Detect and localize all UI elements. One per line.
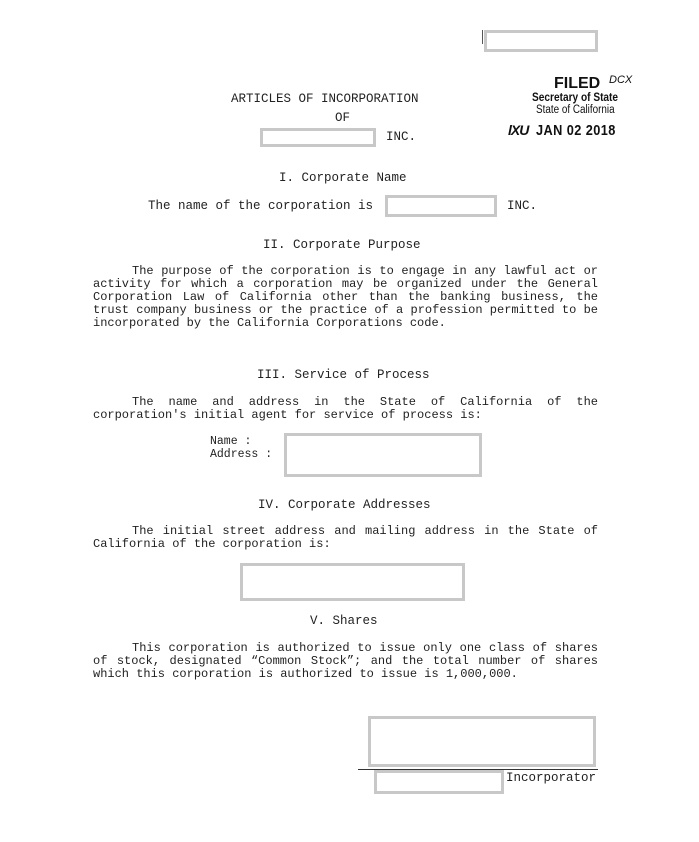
filed-date-line [508,122,630,139]
filed-label: FILED [554,75,601,92]
section-heading-service-of-process: III. Service of Process [257,368,430,382]
filed-line [520,74,640,92]
corporate-purpose-text [93,265,598,330]
secretary-of-state-label: Secretary of State [532,92,619,104]
redacted-incorporator-name [374,770,504,794]
redacted-document-number [484,30,598,52]
section-heading-corporate-purpose: II. Corporate Purpose [263,238,421,252]
state-of-california-label: State of California [536,104,615,116]
section-heading-corporate-name: I. Corporate Name [279,171,407,185]
shares-paragraph: This corporation is authorized to issue only one class of shares of stock, designated “Common Stock”; and the total number of shares which this corporation is authorized to issue is 1,000,000. [93,641,598,681]
corporate-addresses-paragraph: The initial street address and mailing address in the State of California of the corporation is: [93,524,598,551]
title-inc: INC. [386,130,417,144]
corporate-purpose-paragraph: The purpose of the corporation is to engage in any lawful act or activity for which a corporation may be organized under the General Corporation Law of California other than the banking business, the trust company business or the practice of a profession permitted to be incorporated by the California Corporations code. [93,264,598,330]
filed-stamp [520,74,640,116]
redacted-corporation-name [385,195,497,217]
stamp-initials: DCX [609,74,633,86]
clerk-initials: lXU [508,122,529,138]
filed-date: JAN 02 2018 [535,122,616,139]
title-of: OF [335,111,351,125]
redacted-agent-details [284,433,482,477]
section-heading-corporate-addresses: IV. Corporate Addresses [258,498,431,512]
tick-mark [482,30,483,44]
agent-address-label: Address : [210,448,273,461]
section-heading-shares: V. Shares [310,614,378,628]
redacted-signature [368,716,596,767]
incorporator-label: Incorporator [506,771,597,785]
service-of-process-paragraph: The name and address in the State of California of the corporation's initial agent for service of process is: [93,395,598,422]
service-of-process-text [93,396,598,422]
corporate-addresses-text [93,525,598,551]
shares-text [93,642,598,681]
document-title: ARTICLES OF INCORPORATION [231,92,419,106]
corporate-name-text: The name of the corporation is [148,199,374,213]
agent-name-label: Name : [210,435,252,448]
redacted-corporation-name-title [260,128,376,147]
redacted-corporate-address [240,563,465,601]
corporate-name-suffix: INC. [507,199,538,213]
